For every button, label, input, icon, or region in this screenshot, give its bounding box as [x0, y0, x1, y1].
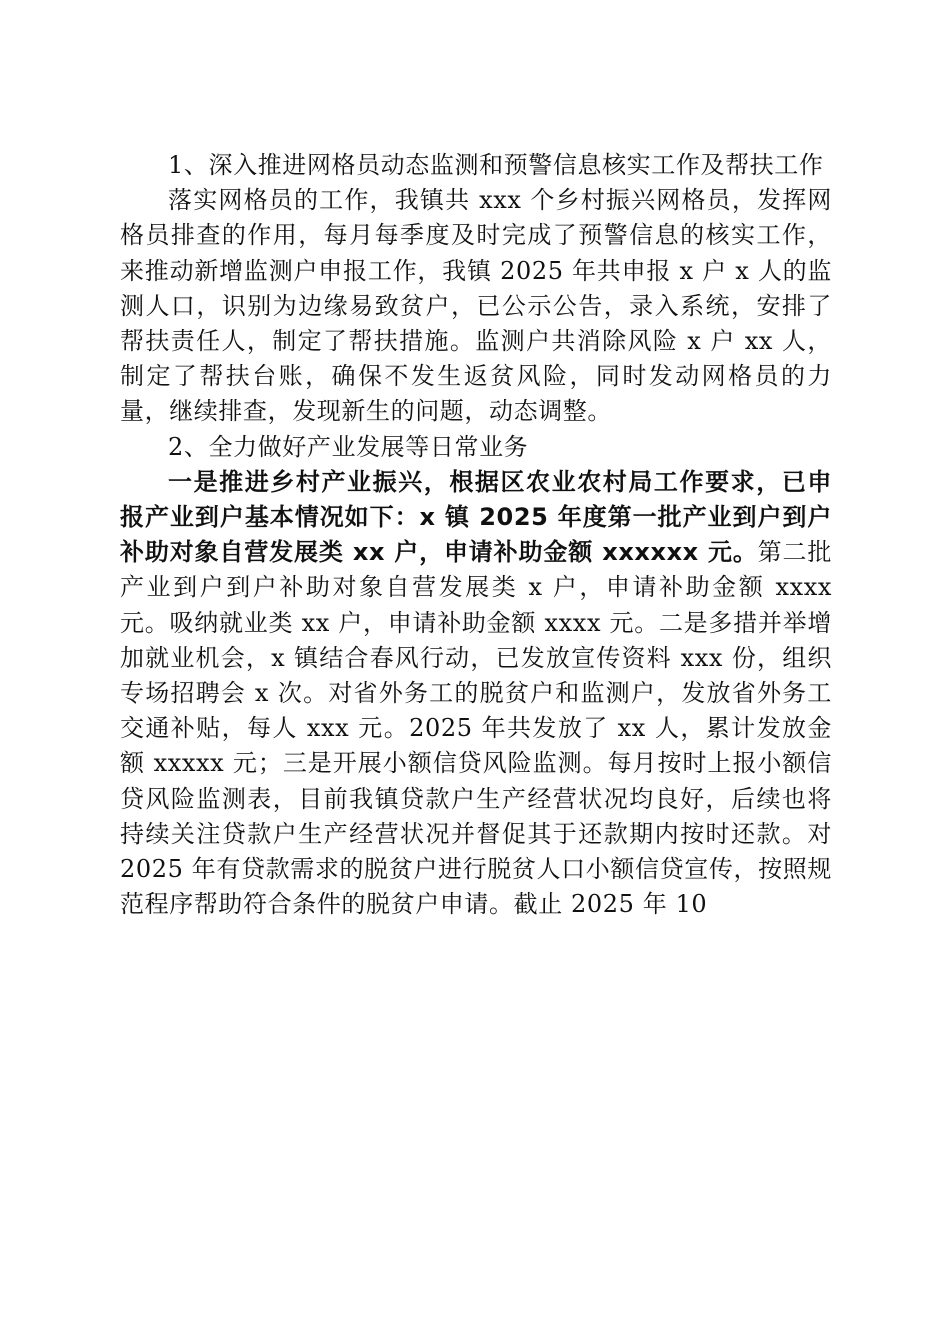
section-2-bold-lead: 一是推进乡村产业振兴，根据区农业农村局工作要求，已申报产业到户基本情况如下：x 镇 2025 年度第一批产业到户到户补助对象自营发展类 xx 户，申请补助金额 xxxxxx 元。 [120, 467, 832, 567]
document-body [120, 148, 832, 922]
section-1-heading: 1、深入推进网格员动态监测和预警信息核实工作及帮扶工作 [168, 151, 824, 179]
section-2-body-text: 第二批产业到户到户补助对象自营发展类 x 户，申请补助金额 xxxx 元。吸纳就业类 xx 户，申请补助金额 xxxx 元。二是多措并举增加就业机会，x 镇结合春风行动，已发放宣传资料 xxx 份，组织专场招聘会 x 次。对省外务工的脱贫户和监测户，发放省外务工交通补贴，每人 xxx 元。2025 年共发放了 xx 人，累计发放金额 xxxxx 元；三是开展小额信贷风险监测。每月按时上报小额信贷风险监测表，目前我镇贷款户生产经营状况均良好，后续也将持续关注贷款户生产经营状况并督促其于还款期内按时还款。对 2025 年有贷款需求的脱贫户进行脱贫人口小额信贷宣传，按照规范程序帮助符合条件的脱贫户申请。截止 2025 年 10 [120, 538, 832, 919]
section-2-heading: 2、全力做好产业发展等日常业务 [168, 432, 529, 461]
section-1-paragraph: 落实网格员的工作，我镇共 xxx 个乡村振兴网格员，发挥网格员排查的作用，每月每季度及时完成了预警信息的核实工作，来推动新增监测户申报工作，我镇 2025 年共申报 x 户 x 人的监测人口，识别为边缘易致贫户，已公示公告，录入系统，安排了帮扶责任人，制定了帮扶措施。监测户共消除风险 x 户 xx 人，制定了帮扶台账，确保不发生返贫风险，同时发动网格员的力量，继续排查，发现新生的问题，动态调整。 [120, 186, 832, 426]
section-2-paragraph [120, 465, 832, 923]
